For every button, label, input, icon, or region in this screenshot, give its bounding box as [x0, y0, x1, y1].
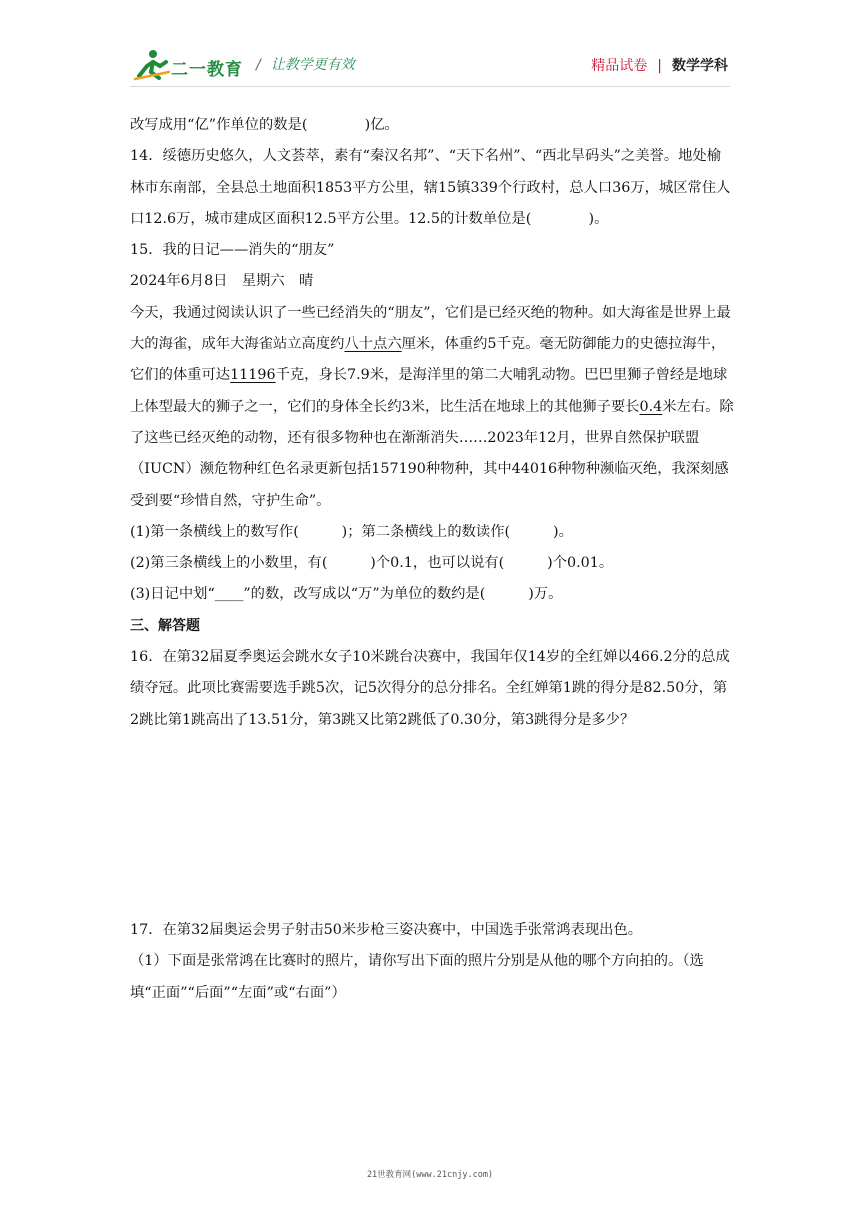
- diary-text-part: 厘米，体重约5千克。毫无防御能力的史德拉海牛，它们的体重可达: [130, 336, 726, 384]
- underlined-number-3: 0.4: [639, 398, 663, 415]
- diary-text-part: 今天，我通过阅读认识了一些已经消失的“朋友”，它们是已经灭绝的物种。如大海雀是世界上最大的海雀，成年大海雀站立高度约: [130, 304, 731, 353]
- question-17-title: 17．在第32届奥运会男子射击50米步枪三姿决赛中，中国选手张常鸿表现出色。: [130, 921, 643, 938]
- slogan-text: 让教学更有效: [270, 57, 355, 73]
- subject-label: 数学学科: [672, 58, 728, 74]
- logo: [133, 48, 243, 82]
- header-tags: 精品试卷 | 数学学科: [591, 58, 728, 74]
- runner-logo-icon: [133, 48, 173, 82]
- question-16: 16．在第32届夏季奥运会跳水女子10米跳台决赛中，我国年仅14岁的全红婵以466.2分的总成绩夺冠。此项比赛需要选手跳5次，记5次得分的总分排名。全红婵第1跳的得分是82.50分，第2跳比第1跳高出了13.51分，第3跳又比第2跳低了0.30分，第3跳得分是多少？: [130, 649, 730, 728]
- diary-text-part: 千克，身长7.9米，是海洋里的第二大哺乳动物。巴巴里狮子曾经是地球上体型最大的狮子之一，它们的身体全长约3米，比生活在地球上的其他狮子要长: [130, 367, 728, 415]
- q17-sub1: （1）下面是张常鸿在比赛时的照片，请你写出下面的照片分别是从他的哪个方向拍的。（选填“正面”“后面”“左面”或“右面”）: [130, 953, 704, 1001]
- q15-sub2: (2)第三条横线上的小数里，有( )个0.1，也可以说有( )个0.01。: [130, 555, 614, 572]
- header-divider: [130, 86, 730, 87]
- q15-sub3: (3)日记中划“____”的数，改写成以“万”为单位的数约是( )万。: [130, 586, 563, 603]
- page-footer: 21世教育网(www.21cnjy.com): [366, 1170, 494, 1180]
- question-15-title: 15．我的日记——消失的“朋友”: [130, 242, 335, 259]
- tag-label: 精品试卷: [591, 58, 648, 74]
- underlined-number-1: 八十点六: [344, 336, 402, 353]
- underlined-number-2: 11196: [230, 367, 276, 384]
- diary-text: [130, 298, 734, 517]
- q15-sub1: (1)第一条横线上的数写作( )；第二条横线上的数读作( )。: [130, 523, 573, 540]
- answer-space: [130, 736, 734, 915]
- diary-date: 2024年6月8日 星期六 晴: [130, 273, 314, 290]
- question-14: 14．绥德历史悠久，人文荟萃，素有“秦汉名邦”、“天下名州”、“西北旱码头”之美誉。地处榆林市东南部，全县总土地面积1853平方公里，辖15镇339个行政村，总人口36万，城区常住人口12.6万，城市建成区面积12.5平方公里。12.5的计数单位是( )。: [130, 148, 731, 227]
- section-heading: 三、解答题: [130, 617, 200, 634]
- page-header: [0, 0, 860, 100]
- logo-text: 二一教育: [171, 60, 243, 80]
- slogan: / 让教学更有效: [256, 57, 355, 73]
- diary-text-part: 米左右。除了这些已经灭绝的动物，还有很多物种也在渐渐消失……2023年12月，世界自然保护联盟（IUCN）濒危物种红色名录更新包括157190种物种，其中44016种物种濒临灭绝，我深刻感受到要“珍惜自然，守护生命”。: [130, 398, 734, 509]
- document-body: [130, 110, 734, 1009]
- q13-tail: 改写成用“亿”作单位的数是( )亿。: [130, 117, 399, 133]
